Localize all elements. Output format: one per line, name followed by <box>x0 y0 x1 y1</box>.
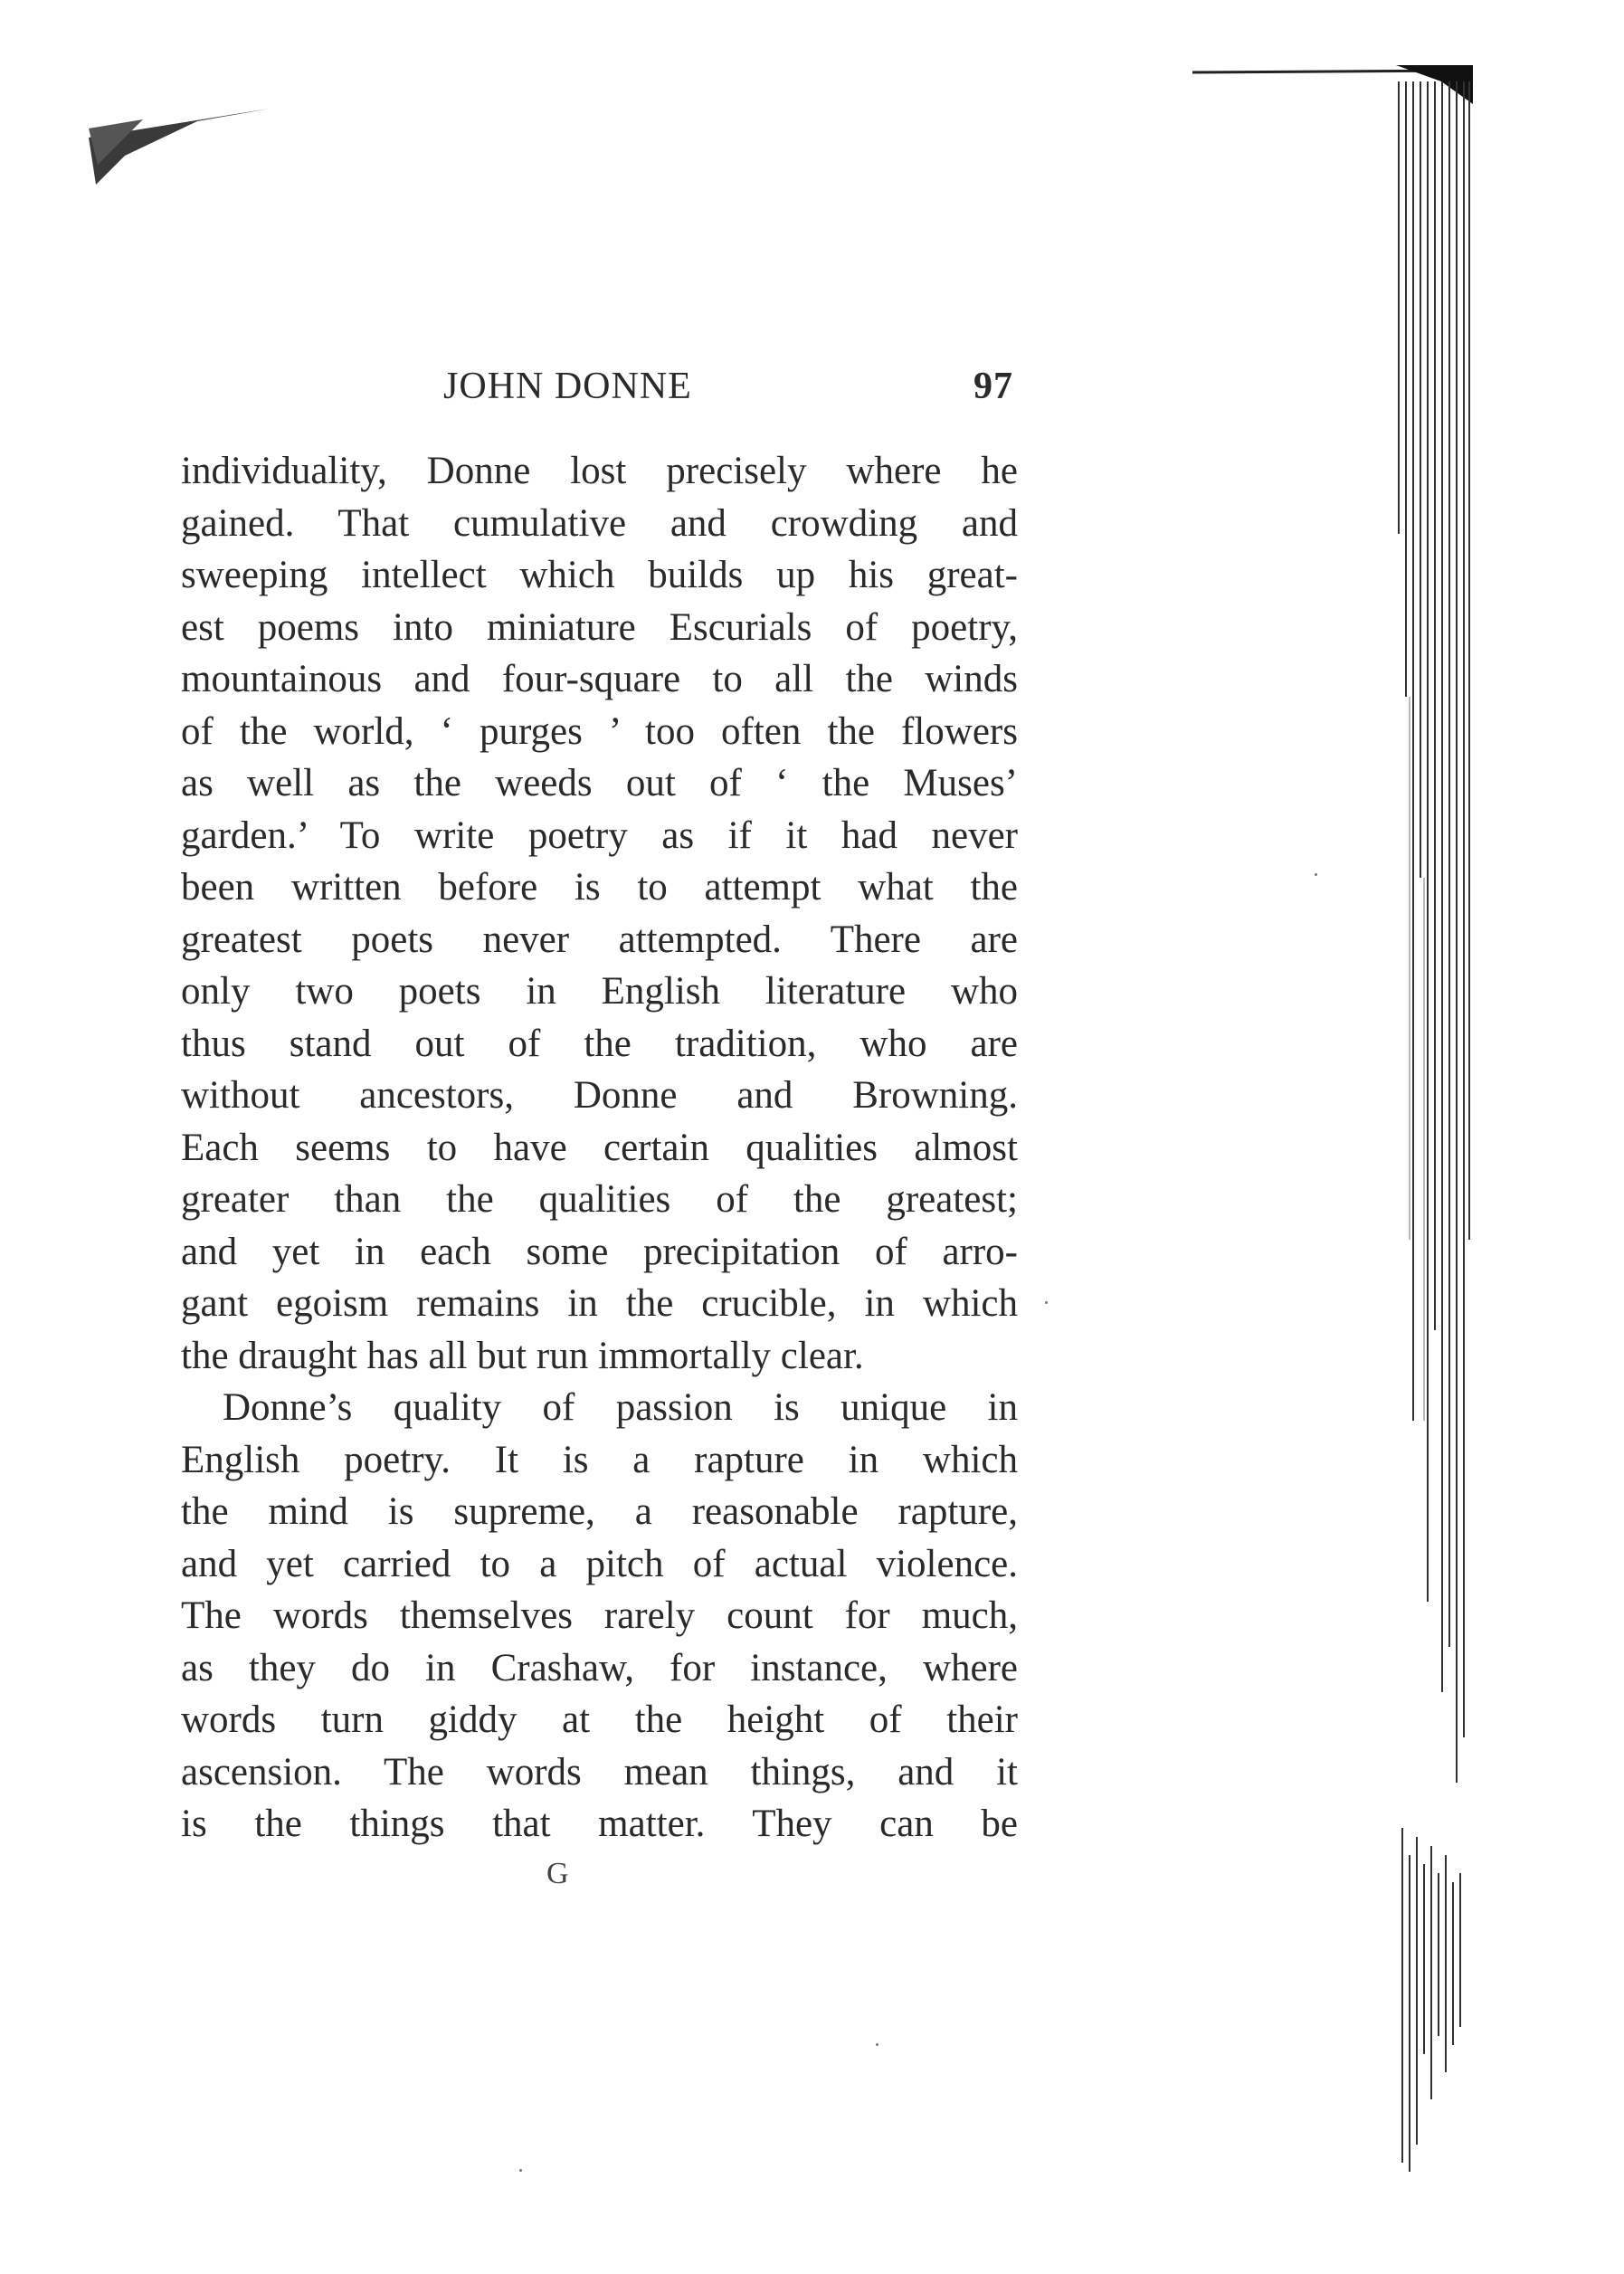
text-line: the draught has all but run immortally clear. <box>181 1334 864 1377</box>
text-line: The words themselves rarely count for much, <box>181 1594 1018 1637</box>
text-line: without ancestors, Donne and Browning. <box>181 1074 1018 1117</box>
text-line: greater than the qualities of the greatest; <box>181 1178 1018 1221</box>
text-line: the mind is supreme, a reasonable rapture, <box>181 1490 1018 1533</box>
text-line: mountainous and four-square to all the winds <box>181 658 1018 700</box>
text-line: garden.’ To write poetry as if it had never <box>181 814 1018 857</box>
text-line: greatest poets never attempted. There are <box>181 918 1018 961</box>
text-line: thus stand out of the tradition, who are <box>181 1022 1018 1065</box>
scan-artifact-wedge <box>89 101 270 185</box>
running-head <box>434 357 1013 421</box>
scan-speck <box>876 2043 878 2046</box>
text-line: Donne’s quality of passion is unique in <box>223 1386 1018 1429</box>
signature-mark: G <box>546 1857 569 1890</box>
text-line: only two poets in English literature who <box>181 970 1018 1013</box>
text-line: as well as the weeds out of ‘ the Muses’ <box>181 762 1018 804</box>
scan-speck <box>1315 873 1317 876</box>
text-line: and yet in each some precipitation of arro- <box>181 1230 1018 1273</box>
running-title: JOHN DONNE <box>443 366 692 407</box>
text-line: gained. That cumulative and crowding and <box>181 501 1018 545</box>
text-line: gant egoism remains in the crucible, in which <box>181 1282 1018 1325</box>
scan-artifact-page-edge <box>1192 63 1500 2172</box>
text-line: sweeping intellect which builds up his great- <box>181 554 1018 596</box>
text-line: individuality, Donne lost precisely where he <box>181 450 1018 492</box>
scan-speck <box>519 2169 522 2172</box>
text-line: been written before is to attempt what the <box>181 866 1018 909</box>
text-line: words turn giddy at the height of their <box>181 1698 1018 1741</box>
text-line: as they do in Crashaw, for instance, where <box>181 1646 1018 1689</box>
body-text <box>181 445 1018 1851</box>
text-line: English poetry. It is a rapture in which <box>181 1438 1018 1481</box>
text-line: and yet carried to a pitch of actual violence. <box>181 1542 1018 1585</box>
text-line: est poems into miniature Escurials of poetry, <box>181 605 1018 649</box>
text-line: ascension. The words mean things, and it <box>181 1750 1018 1794</box>
text-line: of the world, ‘ purges ’ too often the flowers <box>181 709 1018 753</box>
text-line: is the things that matter. They can be <box>181 1803 1018 1845</box>
scan-speck <box>1045 1301 1048 1304</box>
text-line: Each seems to have certain qualities almost <box>181 1126 1018 1169</box>
page-number: 97 <box>973 366 1013 407</box>
